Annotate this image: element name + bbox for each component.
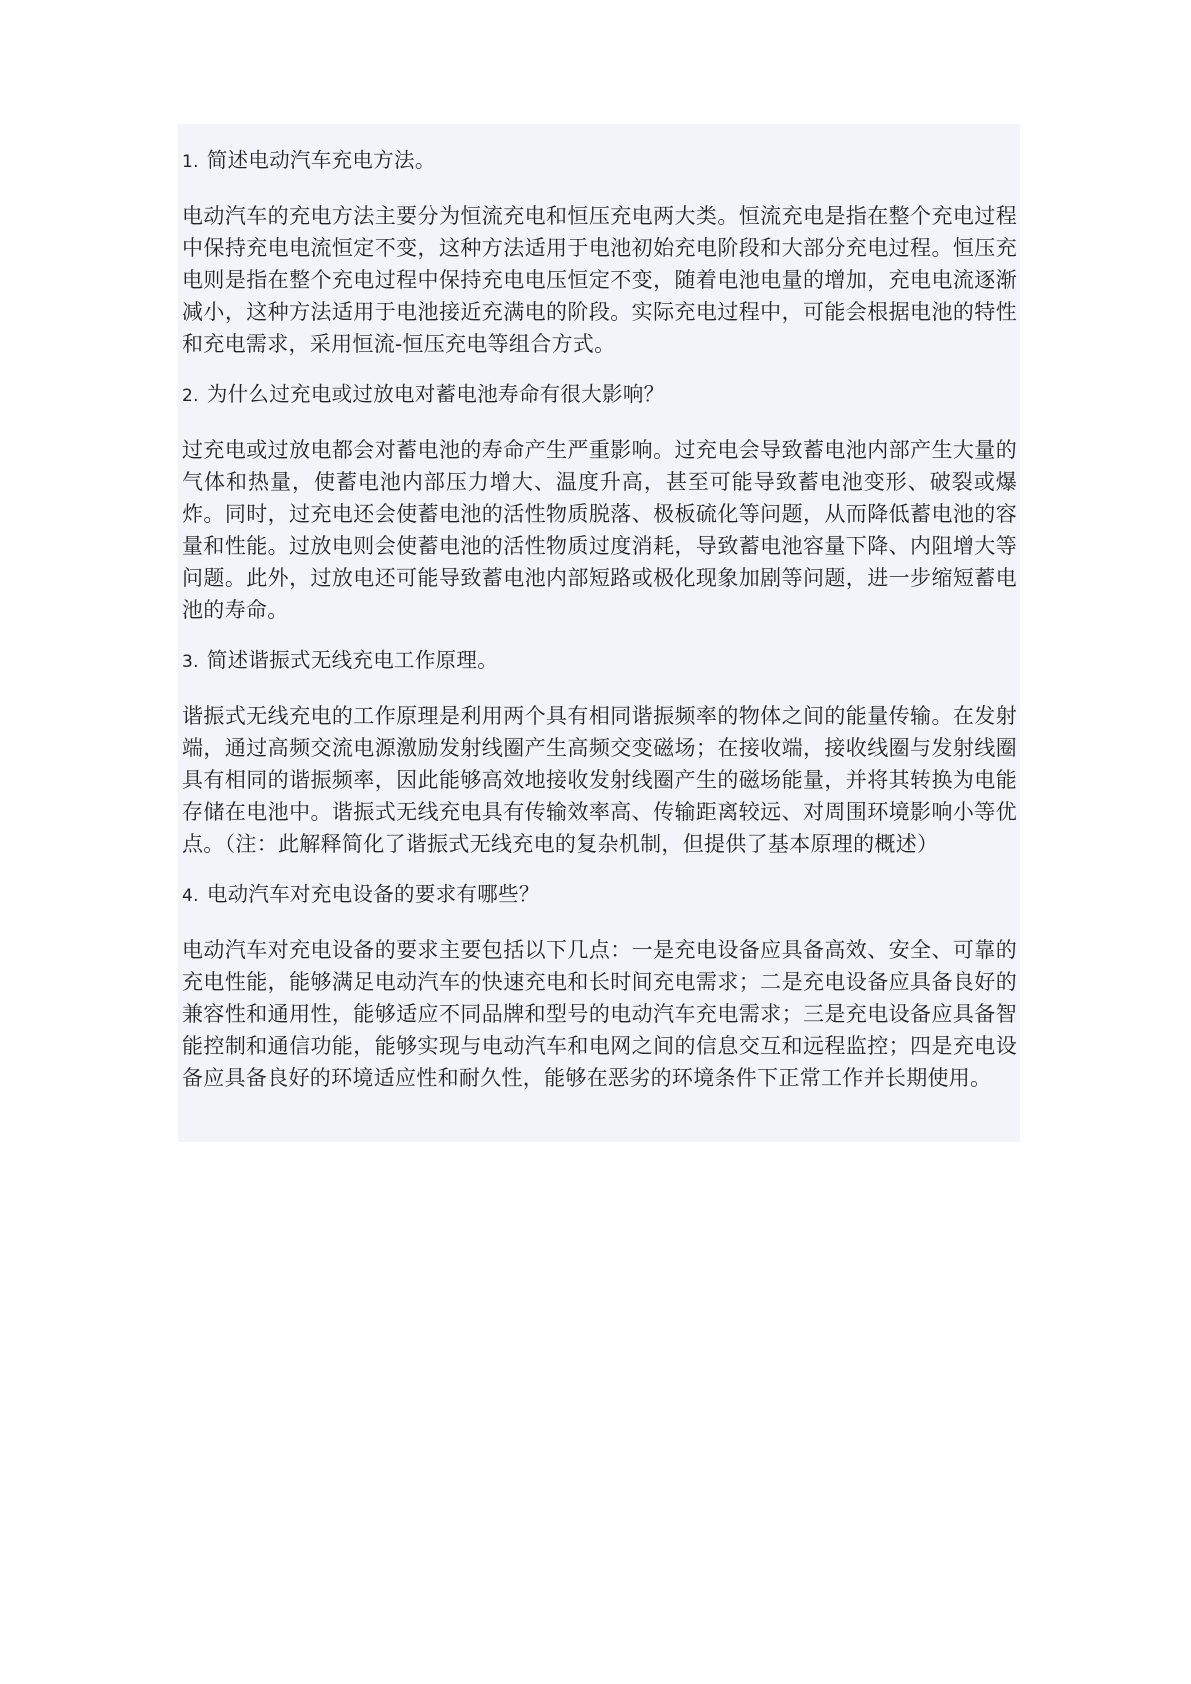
answer-1: 电动汽车的充电方法主要分为恒流充电和恒压充电两大类。恒流充电是指在整个充电过程中保持充电电流恒定不变，这种方法适用于电池初始充电阶段和大部分充电过程。恒压充电则是指在整个充电过程中保持充电电压恒定不变，随着电池电量的增加，充电电流逐渐减小，这种方法适用于电池接近充满电的阶段。实际充电过程中，可能会根据电池的特性和充电需求，采用恒流-恒压充电等组合方式。 (182, 204, 1017, 356)
question-text: 为什么过充电或过放电对蓄电池寿命有很大影响？ (206, 382, 665, 406)
question-3 (182, 644, 1017, 678)
answer-2: 过充电或过放电都会对蓄电池的寿命产生严重影响。过充电会导致蓄电池内部产生大量的气体和热量，使蓄电池内部压力增大、温度升高，甚至可能导致蓄电池变形、破裂或爆炸。同时，过充电还会使蓄电池的活性物质脱落、极板硫化等问题，从而降低蓄电池的容量和性能。过放电则会使蓄电池的活性物质过度消耗，导致蓄电池容量下降、内阻增大等问题。此外，过放电还可能导致蓄电池内部短路或极化现象加剧等问题，进一步缩短蓄电池的寿命。 (182, 438, 1017, 622)
question-1 (182, 144, 1017, 178)
question-number: 3. (182, 652, 199, 672)
document-content (178, 124, 1020, 1142)
question-number: 2. (182, 386, 199, 406)
question-4 (182, 878, 1017, 912)
question-number: 4. (182, 886, 199, 906)
question-text: 电动汽车对充电设备的要求有哪些？ (206, 882, 540, 906)
question-2 (182, 378, 1017, 412)
question-number: 1. (182, 152, 199, 172)
answer-3: 谐振式无线充电的工作原理是利用两个具有相同谐振频率的物体之间的能量传输。在发射端，通过高频交流电源激励发射线圈产生高频交变磁场；在接收端，接收线圈与发射线圈具有相同的谐振频率，因此能够高效地接收发射线圈产生的磁场能量，并将其转换为电能存储在电池中。谐振式无线充电具有传输效率高、传输距离较远、对周围环境影响小等优点。（注：此解释简化了谐振式无线充电的复杂机制，但提供了基本原理的概述） (182, 704, 1017, 856)
question-text: 简述电动汽车充电方法。 (206, 148, 436, 172)
question-text: 简述谐振式无线充电工作原理。 (206, 648, 499, 672)
answer-4: 电动汽车对充电设备的要求主要包括以下几点：一是充电设备应具备高效、安全、可靠的充电性能，能够满足电动汽车的快速充电和长时间充电需求；二是充电设备应具备良好的兼容性和通用性，能够适应不同品牌和型号的电动汽车充电需求；三是充电设备应具备智能控制和通信功能，能够实现与电动汽车和电网之间的信息交互和远程监控；四是充电设备应具备良好的环境适应性和耐久性，能够在恶劣的环境条件下正常工作并长期使用。 (182, 938, 1017, 1090)
